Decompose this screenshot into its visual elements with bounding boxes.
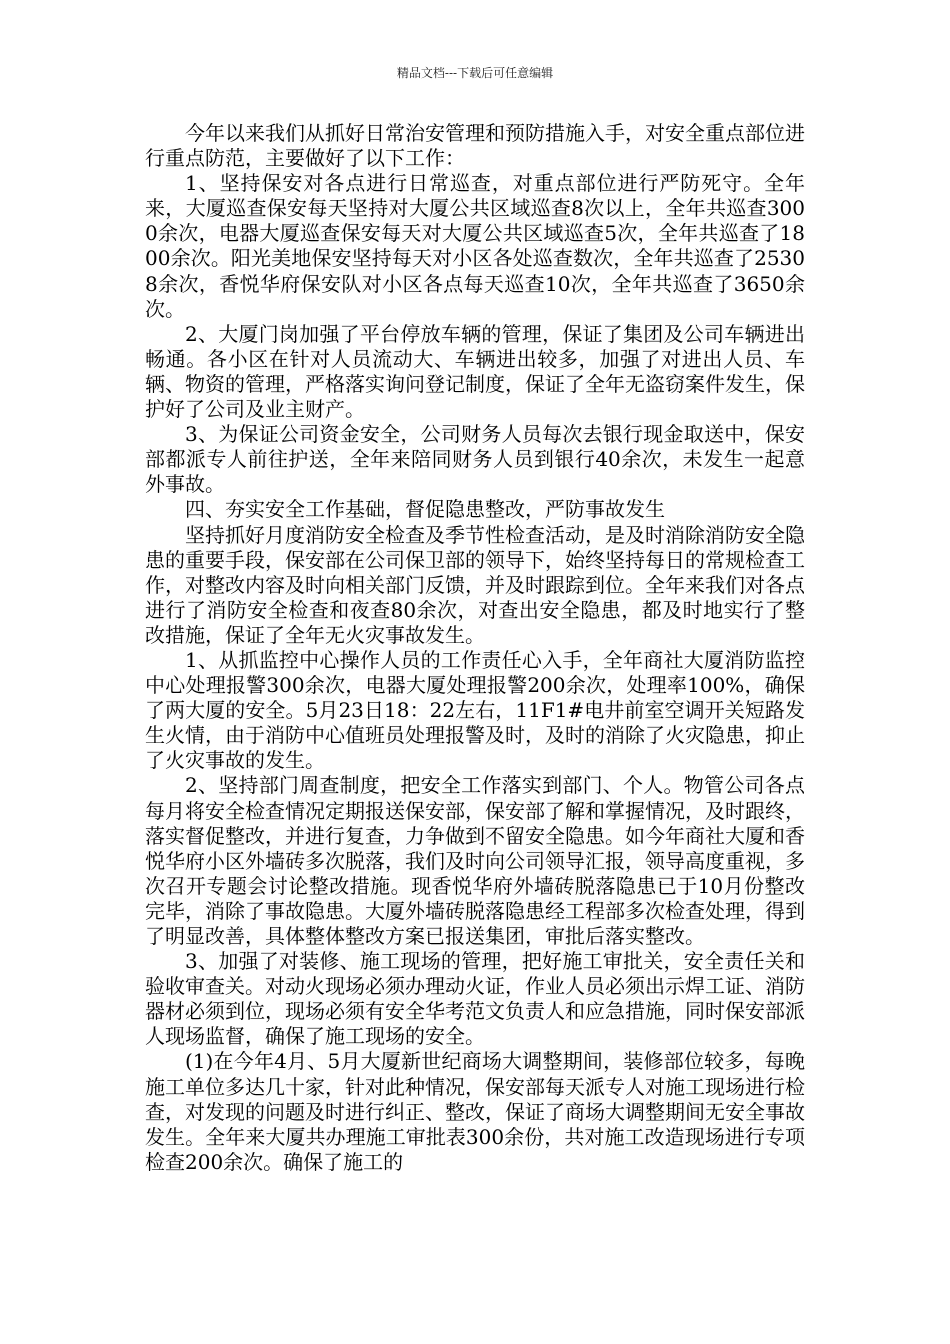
document-body xyxy=(145,121,805,1175)
paragraph-weekly-check: 2、坚持部门周查制度，把安全工作落实到部门、个人。物管公司各点每月将安全检查情况定期报送保安部，保安部了解和掌握情况，及时跟终，落实督促整改，并进行复查，力争做到不留安全隐患。如今年商社大厦和香悦华府小区外墙砖多次脱落，我们及时向公司领导汇报，领导高度重视，多次召开专题会讨论整改措施。现香悦华府外墙砖脱落隐患已于10月份整改完毕，消除了事故隐患。大厦外墙砖脱落隐患经工程部多次检查处理，得到了明显改善，具体整体整改方案已报送集团，审批后落实整改。 xyxy=(145,773,805,948)
page-header: 精品文档---下载后可任意编辑 xyxy=(396,66,554,80)
paragraph-intro: 今年以来我们从抓好日常治安管理和预防措施入手，对安全重点部位进行重点防范，主要做好了以下工作： xyxy=(145,121,805,171)
paragraph-monitoring-center: 1、从抓监控中心操作人员的工作责任心入手，全年商社大厦消防监控中心处理报警300余次，电器大厦处理报警200余次，处理率100%，确保了两大厦的安全。5月23日18：22左右，11F1#电井前室空调开关短路发生火情，由于消防中心值班员处理报警及时，及时的消除了火灾隐患，抑止了火灾事故的发生。 xyxy=(145,647,805,773)
paragraph-patrol: 1、坚持保安对各点进行日常巡查，对重点部位进行严防死守。全年来，大厦巡查保安每天坚持对大厦公共区域巡查8次以上，全年共巡查3000余次，电器大厦巡查保安每天对大厦公共区域巡查5次，全年共巡查了1800余次。阳光美地保安坚持每天对小区各处巡查数次，全年共巡查了25308余次，香悦华府保安队对小区各点每天巡查10次，全年共巡查了3650余次。 xyxy=(145,171,805,321)
paragraph-mall-renovation: (1)在今年4月、5月大厦新世纪商场大调整期间，装修部位较多，每晚施工单位多达几十家，针对此种情况，保安部每天派专人对施工现场进行检查，对发现的问题及时进行纠正、整改，保证了商场大调整期间无安全事故发生。全年来大厦共办理施工审批表300余份，共对施工改造现场进行专项检查200余次。确保了施工的 xyxy=(145,1049,805,1174)
paragraph-construction-management: 3、加强了对装修、施工现场的管理，把好施工审批关，安全责任关和验收审查关。对动火现场必须办理动火证，作业人员必须出示焊工证、消防器材必须到位，现场必须有安全华考范文负责人和应急措施，同时保安部派人现场监督，确保了施工现场的安全。 xyxy=(145,949,805,1049)
paragraph-gate-vehicles: 2、大厦门岗加强了平台停放车辆的管理，保证了集团及公司车辆进出畅通。各小区在针对人员流动大、车辆进出较多，加强了对进出人员、车辆、物资的管理，严格落实询问登记制度，保证了全年无盗窃案件发生，保护好了公司及业主财产。 xyxy=(145,321,805,422)
paragraph-fire-inspection: 坚持抓好月度消防安全检查及季节性检查活动，是及时消除消防安全隐患的重要手段，保安部在公司保卫部的领导下，始终坚持每日的常规检查工作，对整改内容及时向相关部门反馈，并及时跟踪到位。全年来我们对各点进行了消防安全检查和夜查80余次，对查出安全隐患，都及时地实行了整改措施，保证了全年无火灾事故发生。 xyxy=(145,522,805,647)
section-heading-four: 四、夯实安全工作基础，督促隐患整改，严防事故发生 xyxy=(185,497,665,522)
paragraph-cash-escort: 3、为保证公司资金安全，公司财务人员每次去银行现金取送中，保安部都派专人前往护送，全年来陪同财务人员到银行40余次，未发生一起意外事故。 xyxy=(145,422,805,497)
